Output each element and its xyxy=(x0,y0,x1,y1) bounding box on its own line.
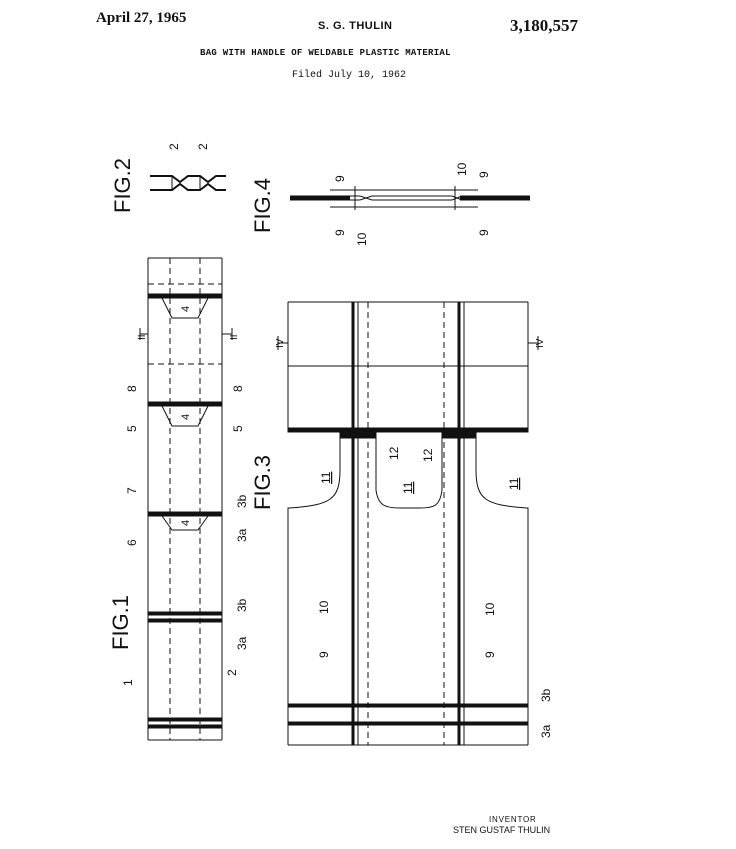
fig3-sec-iv-r: IV xyxy=(535,338,546,348)
patent-date: April 27, 1965 xyxy=(96,10,187,26)
fig1-ref-7: 7 xyxy=(125,487,139,494)
fig1-ref-3b-1: 3b xyxy=(235,494,249,508)
fig3-ref-3b: 3b xyxy=(539,688,553,702)
fig2-drawing xyxy=(150,176,226,190)
fig2-ref-2a: 2 xyxy=(167,143,181,150)
inventor-signature-name: STEN GUSTAF THULIN xyxy=(453,825,551,835)
fig1-ref-8-l: 8 xyxy=(125,385,139,392)
fig1-ref-6: 6 xyxy=(125,539,139,546)
fig4-ref-9-ll: 9 xyxy=(333,229,347,236)
fig3-ref-12-r: 12 xyxy=(421,448,435,462)
patent-number: 3,180,557 xyxy=(510,16,578,35)
fig3-ref-10-l: 10 xyxy=(317,600,331,614)
fig1-ref-2: 2 xyxy=(225,669,239,676)
fig1-ref-5-l: 5 xyxy=(125,425,139,432)
fig1-sec-ii-l: II xyxy=(137,334,148,340)
fig4-ref-9-ul: 9 xyxy=(333,175,347,182)
fig3-ref-11-r: 11 xyxy=(507,477,521,490)
fig1-ref-4b: 4 xyxy=(180,413,192,420)
fig1-label: FIG.1 xyxy=(108,594,133,650)
fig4-ref-9-lr: 9 xyxy=(477,229,491,236)
filed-date: Filed July 10, 1962 xyxy=(292,70,407,81)
fig4-ref-9-ur: 9 xyxy=(477,171,491,178)
inventor-header: S. G. THULIN xyxy=(318,20,393,32)
fig1-ref-1: 1 xyxy=(121,679,135,686)
fig2-ref-2b: 2 xyxy=(196,143,210,150)
fig1-ref-4a: 4 xyxy=(180,305,192,312)
fig3-sec-iv-l: IV xyxy=(275,338,286,348)
fig2-label: FIG.2 xyxy=(110,157,135,213)
fig3-ref-3a: 3a xyxy=(539,724,553,738)
fig4-drawing xyxy=(290,186,530,210)
fig3-drawing xyxy=(278,302,538,745)
fig1-ref-4c: 4 xyxy=(180,519,192,526)
fig3-ref-9-r: 9 xyxy=(483,651,497,658)
fig3-ref-11-l: 11 xyxy=(319,471,333,484)
fig3-ref-11-m: 11 xyxy=(401,481,415,494)
fig1-ref-3a-1: 3a xyxy=(235,528,249,542)
fig3-label: FIG.3 xyxy=(250,454,275,510)
fig3-ref-9-l: 9 xyxy=(317,651,331,658)
patent-title: BAG WITH HANDLE OF WELDABLE PLASTIC MATERIAL xyxy=(200,48,451,58)
fig1-ref-3b-2: 3b xyxy=(235,598,249,612)
fig1-ref-5-r: 5 xyxy=(231,425,245,432)
fig1-ref-8-r: 8 xyxy=(231,385,245,392)
fig4-label: FIG.4 xyxy=(250,177,275,233)
fig3-ref-10-r: 10 xyxy=(483,602,497,616)
fig4-ref-10-l: 10 xyxy=(355,232,369,246)
fig3-ref-12-l: 12 xyxy=(387,446,401,460)
fig1-drawing xyxy=(140,258,232,740)
fig4-ref-10-r: 10 xyxy=(455,162,469,176)
inventor-caption: INVENTOR xyxy=(489,815,537,824)
fig1-sec-ii-r: II xyxy=(229,334,240,340)
fig1-ref-3a-2: 3a xyxy=(235,636,249,650)
